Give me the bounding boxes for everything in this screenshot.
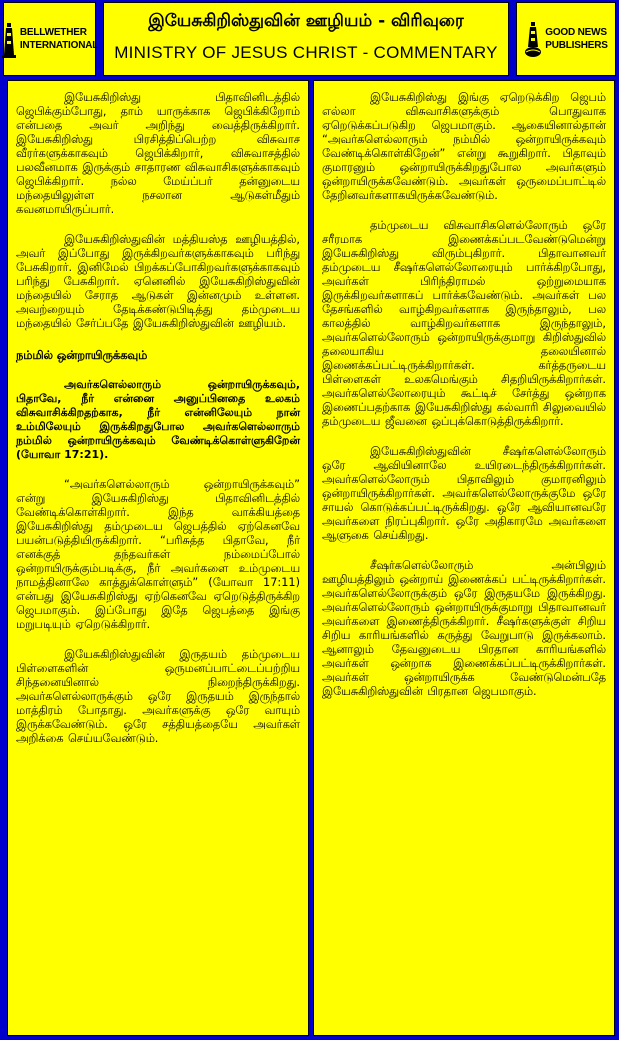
right-column — [313, 80, 615, 1036]
good-news-logo — [516, 2, 616, 76]
left-paragraph-4: இயேசுகிறிஸ்துவின் இருதயம் தம்முடைய பிள்ளைகளின் ஒருமனப்பாட்டைப்பற்றிய சிந்தனையினால் நிறைந்திருக்கிறது. அவர்களெல்லாருக்கும் ஒரே இருதயம் இருந்தால் மாத்திரம் போதாது. அவர்களுக்கு ஒரே வாயும் இருக்கவேண்டும். ஒரே சத்தியத்தையே அவர்கள் அறிக்கை செய்யவேண்டும். — [16, 648, 300, 745]
right-paragraph-1: இயேசுகிறிஸ்து இங்கு ஏறெடுக்கிற ஜெபம் எல்லா விசுவாசிகளுக்கும் பொதுவாக ஏறெடுக்கப்படுகிற ஜெபமாகும். ஆகையினால்தான் “அவர்களெல்லாரும் நம்மில் ஒன்றாயிருக்கவும் வேண்டிக்கொள்கிறேன்” என்று கூறுகிறார். பிதாவும் குமாரனும் ஒன்றாயிருக்கிறதுபோல அவர்களும் ஒன்றாயிருக்கவேண்டும். அவர்கள் ஒருமைப்பாட்டில் தேறினவர்களாகயிருக்கவேண்டும். — [322, 91, 606, 202]
title-english: MINISTRY OF JESUS CHRIST - COMMENTARY — [114, 43, 498, 62]
left-column — [7, 80, 309, 1036]
left-paragraph-1: இயேசுகிறிஸ்து பிதாவினிடத்தில் ஜெபிக்கும்போது, தாம் யாருக்காக ஜெபிக்கிறோம் என்பதை அவர் அறிந்து வைத்திருக்கிறார். இயேசுகிறிஸ்து பிரசித்திப்பெற்ற விசுவாச வீரர்களுக்காகவும் ஜெபிக்கிறார், விசுவாசத்தில் பலவீனமாக இருக்கும் சாதாரண விசுவாசிகளுக்காகவும் ஜெபிக்கிறார். நல்ல மேய்ப்பர் தன்னுடைய மந்தையிலுள்ள நசலான ஆடுகள்மீதும் கவனமாயிருப்பார். — [16, 91, 300, 216]
title-tamil: இயேசுகிறிஸ்துவின் ஊழியம் - விரிவுரை — [148, 11, 464, 31]
logo-right-line2: PUBLISHERS — [545, 40, 608, 51]
logo-right-line1: GOOD NEWS — [545, 27, 607, 38]
right-paragraph-2: தம்முடைய விசுவாசிகளெல்லோரும் ஒரே சரீரமாக இணைக்கப்படவேண்டுமென்று இயேசுகிறிஸ்து விரும்புகிறார். பிதாவானவர் தம்முடைய சீஷர்களெல்லோரையும் பார்க்கிறபோது, அவர்கள் பிரிந்திராமல் ஒற்றுமையாக இருக்கிறவர்களாகப் பார்க்கவேண்டும். அவர்கள் பல தேசங்களில் வாழ்கிறவர்களாக இருந்தாலும், பல காலத்தில் வாழ்கிறவர்களாக இருந்தாலும், அவர்களெல்லோரும் ஒன்றாயிருக்குமாறு கிறிஸ்துவில் தலையாகிய தலையினால் இணைக்கப்பட்டிருக்கிறார்கள். கர்த்தருடைய பிள்ளைகள் உலகமெங்கும் சிதறியிருக்கிறார்கள். அவர்களெல்லோரையும் கூட்டிச் சேர்த்து ஒன்றாக இணைப்பதற்காக இயேசுகிறிஸ்து கல்வாரி சிலுவையில் தம்முடைய ஜீவனை ஒப்புக்கொடுத்திருக்கிறார். — [322, 219, 606, 428]
right-paragraph-4: சீஷர்களெல்லோரும் அன்பிலும் ஊழியத்திலும் ஒன்றாய் இணைக்கப் பட்டிருக்கிறார்கள். அவர்களெல்லோருக்கும் ஒரே இருதயமே இருக்கிறது. அவர்களெல்லோரும் ஒன்றாயிருக்குமாறு பிதாவானவர் அவர்களை இணைத்திருக்கிறார். சீஷர்களுக்குள் சிறிய சிறிய காரியங்களில் கருத்து வேறுபாடு இருக்கலாம். ஆனாலும் தேவனுடைய பிரதான காரியங்களில் அவர்கள் ஒன்றாக இணைக்கப்பட்டிருக்கிறார்கள். அவர்கள் ஒன்றாயிருக்க வேண்டுமென்பதே இயேசுகிறிஸ்துவின் பிரதான ஜெபமாகும். — [322, 559, 606, 698]
left-paragraph-2: இயேசுகிறிஸ்துவின் மத்தியஸ்த ஊழியத்தில், அவர் இப்போது இருக்கிறவர்களுக்காகவும் பரிந்து பேசுகிறார். இனிமேல் பிறக்கப்போகிறவர்களுக்காகவும் பரிந்து பேசுகிறார். ஏனெனில் இயேசுகிறிஸ்துவின் மந்தையில் சேராத ஆடுகள் இன்னமும் உள்ளன. அவற்றையும் தேடிக்கண்டுபிடித்து தம்முடைய மந்தையில் சேர்ப்பதே இயேசுகிறிஸ்துவின் ஊழியம். — [16, 233, 300, 330]
globe-lighthouse-icon — [524, 19, 542, 59]
right-paragraph-3: இயேசுகிறிஸ்துவின் சீஷர்களெல்லோரும் ஒரே ஆவியினாலே உயிரடைந்திருக்கிறார்கள். அவர்களெல்லோரும் பிதாவிலும் குமாரனிலும் ஒன்றாயிருக்கிறார்கள். அவர்களெல்லோருக்குமே ஒரே சாயல் கொடுக்கப்பட்டிருக்கிறது. ஒரே ஆவியானவரே அவர்களை நிரப்புகிறார். ஒரே அதிகாரமே அவர்களை ஆளுகை செய்கிறது. — [322, 445, 606, 542]
scripture-verse: அவர்களெல்லாரும் ஒன்றாயிருக்கவும், பிதாவே, நீர் என்னை அனுப்பினதை உலகம் விசுவாசிக்கிறதற்காக, நீர் என்னிலேயும் நான் உம்மிலேயும் இருக்கிறதுபோல அவர்களெல்லாரும் நம்மில் ஒன்றாயிருக்கவும் வேண்டிக்கொள்ளுகிறேன் (யோவா 17:21). — [16, 378, 300, 461]
bellwether-logo — [3, 2, 99, 76]
logo-left-line1: BELLWETHER — [19, 27, 87, 38]
header — [103, 2, 509, 76]
section-heading: நம்மில் ஒன்றாயிருக்கவும் — [16, 349, 148, 362]
logo-left-line2: INTERNATIONAL — [19, 40, 99, 51]
left-paragraph-3: “அவர்களெல்லாரும் ஒன்றாயிருக்கவும்” என்று இயேசுகிறிஸ்து பிதாவினிடத்தில் வேண்டிக்கொள்கிறார். இந்த வாக்கியத்தை இயேசுகிறிஸ்து தம்முடைய ஜெபத்தில் ஏற்கெனவே பயன்படுத்தியிருக்கிறார். “பரிசுத்த பிதாவே, நீர் எனக்குத் தந்தவர்கள் நம்மைப்போல் ஒன்றாயிருக்கும்படிக்கு, நீர் அவர்களை உம்முடைய நாமத்தினாலே காத்துக்கொள்ளும்” (யோவா 17:11) என்பது இயேசுகிறிஸ்து ஏற்கெனவே ஏறெடுத்திருக்கிற ஜெபமாகும். இப்போது இதே ஜெபத்தை இங்கு மறுபடியும் ஏறெடுக்கிறார். — [16, 478, 300, 631]
lighthouse-icon — [1, 19, 17, 59]
